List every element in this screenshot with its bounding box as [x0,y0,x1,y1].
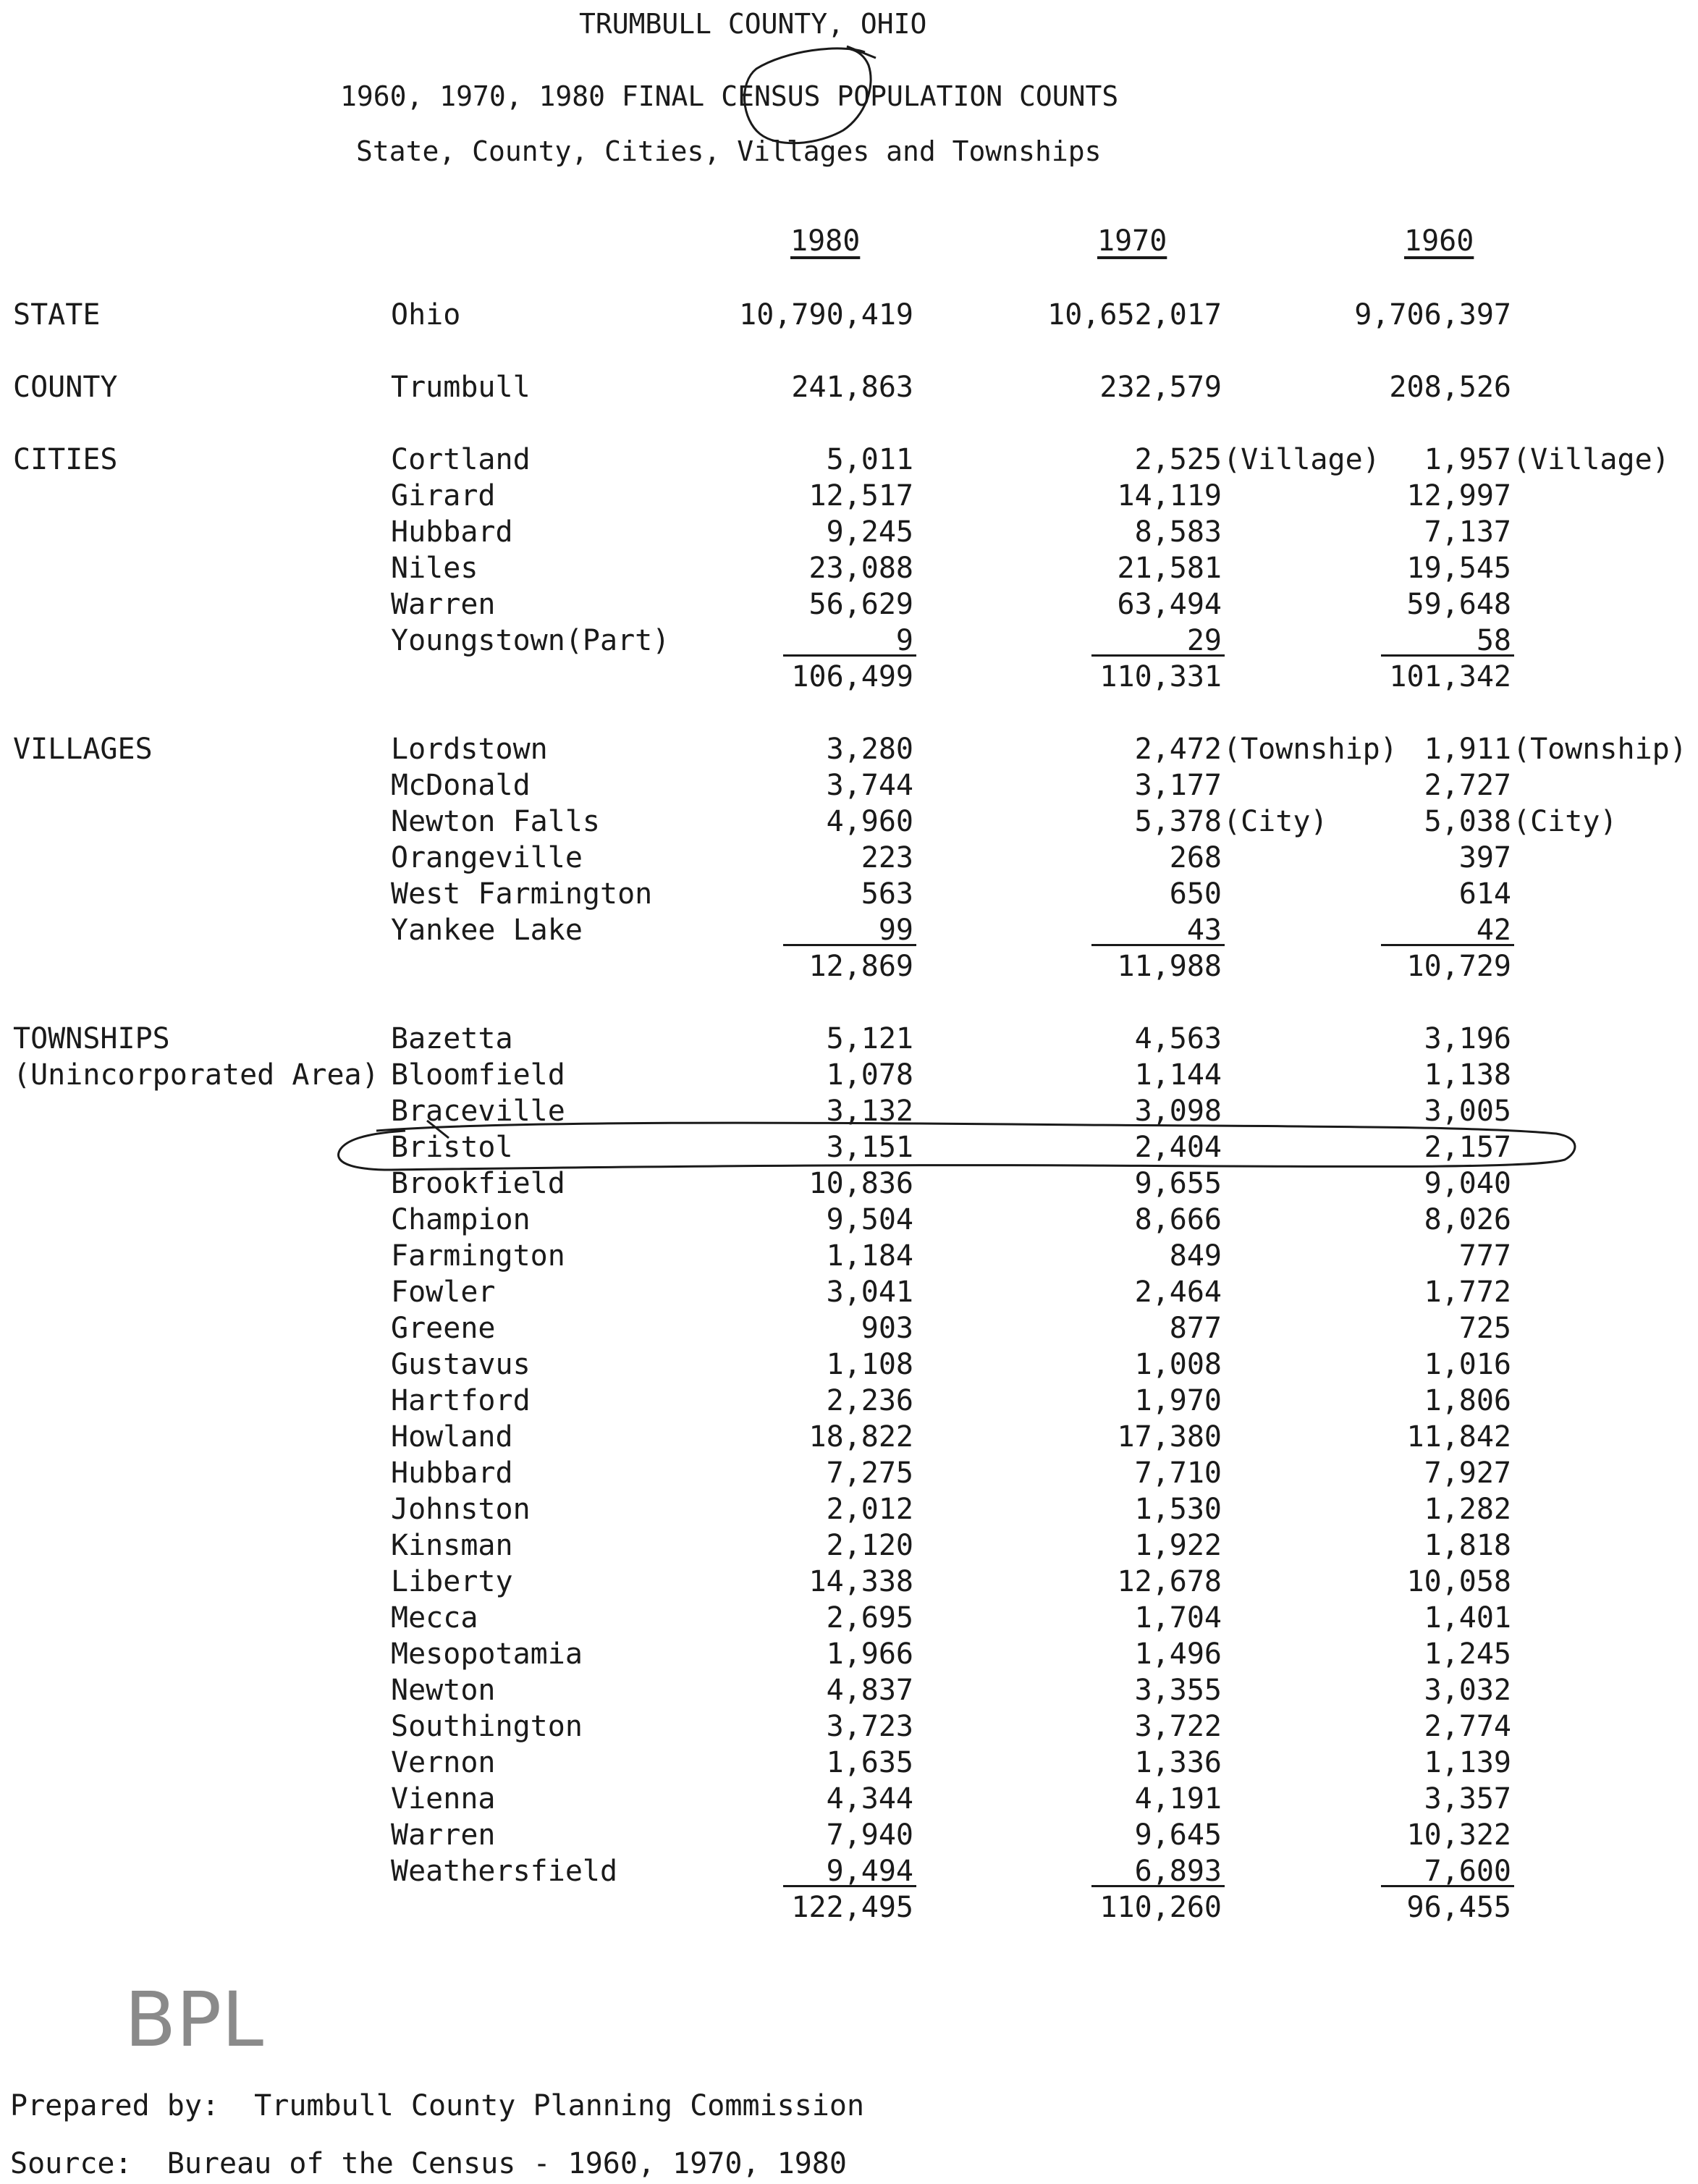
row-value-1970: 2,525 [1134,443,1222,476]
row-value-1970: 1,496 [1134,1637,1222,1671]
row-value-1970: 6,893 [1134,1855,1222,1888]
row-value-1970: 1,970 [1134,1384,1222,1417]
row-value-1970: 1,704 [1134,1601,1222,1635]
row-value-1960: 9,706,397 [1354,298,1511,332]
section-label-cities: CITIES [13,443,118,476]
row-value-1980: 3,041 [826,1276,913,1309]
row-value-1970: 43 [1186,914,1222,947]
prepared-by-line: Prepared by: Trumbull County Planning Commission [10,2089,865,2122]
row-value-1970: 9,655 [1134,1167,1222,1200]
row-value-1960: 5,038 [1424,805,1511,838]
row-note-1960: (City) [1513,805,1618,838]
row-value-1980: 1,966 [826,1637,913,1671]
row-value-1980: 4,344 [826,1782,913,1816]
row-value-1960: 58 [1476,624,1511,657]
row-name: Girard [391,479,496,513]
row-value-1970: 1,336 [1134,1746,1222,1779]
row-name: Southington [391,1710,583,1743]
column-header-1980: 1980 [790,224,861,258]
row-value-1970: 14,119 [1117,479,1222,513]
row-value-1960: 2,774 [1424,1710,1511,1743]
row-name: Fowler [391,1276,496,1309]
bpl-watermark: BPL [124,1976,264,2064]
source-line: Source: Bureau of the Census - 1960, 1970, 1980 [10,2147,847,2180]
subtotal-value-1980: 106,499 [791,660,913,693]
row-value-1960: 9,040 [1424,1167,1511,1200]
row-value-1960: 614 [1458,877,1511,911]
row-value-1980: 7,940 [826,1818,913,1852]
row-value-1960: 10,322 [1406,1818,1511,1852]
row-value-1980: 563 [861,877,913,911]
row-value-1980: 10,790,419 [739,298,913,332]
row-value-1980: 12,517 [808,479,913,513]
row-name: Gustavus [391,1348,531,1381]
row-name: Hubbard [391,515,513,549]
row-value-1960: 1,016 [1424,1348,1511,1381]
row-name: Warren [391,588,496,621]
row-name: Howland [391,1420,513,1454]
row-name: Johnston [391,1493,531,1526]
row-value-1980: 9 [895,624,913,657]
row-name: Bristol [391,1131,513,1164]
row-name: Champion [391,1203,531,1236]
row-name: Vienna [391,1782,496,1816]
row-value-1970: 877 [1169,1312,1222,1345]
row-value-1960: 2,157 [1424,1131,1511,1164]
row-value-1970: 29 [1186,624,1222,657]
row-value-1960: 1,957 [1424,443,1511,476]
row-value-1970: 268 [1169,841,1222,874]
row-value-1980: 56,629 [808,588,913,621]
row-name: Mecca [391,1601,478,1635]
row-name: Ohio [391,298,461,332]
subtotal-value-1960: 10,729 [1406,950,1511,983]
row-value-1970: 21,581 [1117,552,1222,585]
row-name: Liberty [391,1565,513,1598]
section-label-townships: TOWNSHIPS [13,1022,170,1055]
row-value-1960: 10,058 [1406,1565,1511,1598]
row-value-1980: 903 [861,1312,913,1345]
row-value-1960: 1,245 [1424,1637,1511,1671]
row-name: Hartford [391,1384,531,1417]
row-value-1970: 849 [1169,1239,1222,1273]
row-note-1970: (Village) [1223,443,1380,476]
document-subtitle-2: State, County, Cities, Villages and Townships [356,135,1102,167]
subtitle-post: POPULATION COUNTS [820,80,1119,112]
row-value-1980: 3,151 [826,1131,913,1164]
row-value-1970: 9,645 [1134,1818,1222,1852]
row-value-1970: 1,922 [1134,1529,1222,1562]
row-name: Niles [391,552,478,585]
row-name: West Farmington [391,877,653,911]
row-note-1970: (Township) [1223,733,1398,766]
row-value-1960: 11,842 [1406,1420,1511,1454]
row-value-1970: 2,472 [1134,733,1222,766]
row-value-1970: 1,008 [1134,1348,1222,1381]
row-value-1980: 1,078 [826,1058,913,1092]
row-value-1960: 3,032 [1424,1674,1511,1707]
row-value-1970: 4,563 [1134,1022,1222,1055]
row-name: Bazetta [391,1022,513,1055]
row-name: Lordstown [391,733,548,766]
row-value-1970: 2,464 [1134,1276,1222,1309]
row-value-1970: 232,579 [1099,371,1222,404]
row-value-1960: 1,911 [1424,733,1511,766]
row-value-1960: 7,600 [1424,1855,1511,1888]
row-value-1960: 12,997 [1406,479,1511,513]
row-name: Weathersfield [391,1855,618,1888]
row-name: Kinsman [391,1529,513,1562]
row-value-1980: 223 [861,841,913,874]
row-value-1980: 3,744 [826,769,913,802]
row-value-1970: 2,404 [1134,1131,1222,1164]
subtotal-value-1970: 110,260 [1099,1891,1222,1924]
row-value-1970: 4,191 [1134,1782,1222,1816]
row-value-1980: 7,275 [826,1456,913,1490]
row-name: Orangeville [391,841,583,874]
row-value-1970: 1,530 [1134,1493,1222,1526]
row-value-1960: 7,137 [1424,515,1511,549]
section-label-state: STATE [13,298,101,332]
row-value-1970: 3,722 [1134,1710,1222,1743]
row-value-1980: 3,723 [826,1710,913,1743]
subtotal-value-1970: 110,331 [1099,660,1222,693]
row-value-1960: 725 [1458,1312,1511,1345]
row-value-1980: 4,960 [826,805,913,838]
row-value-1960: 777 [1458,1239,1511,1273]
row-value-1960: 3,005 [1424,1095,1511,1128]
subtitle-census-word: CENSUS [721,80,821,112]
row-note-1960: (Village) [1513,443,1670,476]
row-value-1980: 3,132 [826,1095,913,1128]
section-sublabel-townships: (Unincorporated Area) [13,1058,379,1092]
row-name: Warren [391,1818,496,1852]
row-value-1980: 14,338 [808,1565,913,1598]
row-name: Cortland [391,443,531,476]
row-value-1980: 10,836 [808,1167,913,1200]
row-name: Mesopotamia [391,1637,583,1671]
row-value-1960: 1,282 [1424,1493,1511,1526]
row-value-1970: 63,494 [1117,588,1222,621]
row-value-1980: 99 [878,914,913,947]
row-value-1970: 8,583 [1134,515,1222,549]
row-value-1980: 5,121 [826,1022,913,1055]
row-value-1970: 8,666 [1134,1203,1222,1236]
row-name: Newton Falls [391,805,600,838]
subtotal-value-1960: 101,342 [1389,660,1511,693]
row-value-1960: 1,138 [1424,1058,1511,1092]
row-value-1980: 3,280 [826,733,913,766]
subtotal-value-1980: 122,495 [791,1891,913,1924]
row-value-1970: 10,652,017 [1047,298,1222,332]
row-name: Braceville [391,1095,565,1128]
row-value-1970: 650 [1169,877,1222,911]
row-value-1980: 2,695 [826,1601,913,1635]
subtitle-pre: 1960, 1970, 1980 FINAL [340,80,722,112]
row-value-1980: 9,494 [826,1855,913,1888]
row-name: Farmington [391,1239,565,1273]
row-value-1970: 3,177 [1134,769,1222,802]
row-value-1970: 12,678 [1117,1565,1222,1598]
subtotal-value-1980: 12,869 [808,950,913,983]
row-name: Bloomfield [391,1058,565,1092]
row-value-1960: 7,927 [1424,1456,1511,1490]
row-value-1960: 208,526 [1389,371,1511,404]
row-value-1980: 18,822 [808,1420,913,1454]
row-name: Hubbard [391,1456,513,1490]
row-name: Newton [391,1674,496,1707]
row-value-1980: 2,012 [826,1493,913,1526]
row-note-1960: (Township) [1513,733,1687,766]
row-value-1960: 397 [1458,841,1511,874]
row-name: Vernon [391,1746,496,1779]
row-value-1960: 59,648 [1406,588,1511,621]
bristol-oval-mark [339,1121,1575,1170]
row-value-1970: 5,378 [1134,805,1222,838]
row-value-1980: 5,011 [826,443,913,476]
row-value-1960: 3,196 [1424,1022,1511,1055]
row-name: Yankee Lake [391,914,583,947]
row-value-1960: 42 [1476,914,1511,947]
census-circle-mark [745,46,876,143]
row-value-1970: 7,710 [1134,1456,1222,1490]
row-name: Youngstown(Part) [391,624,670,657]
row-value-1970: 3,355 [1134,1674,1222,1707]
row-value-1970: 3,098 [1134,1095,1222,1128]
row-name: Trumbull [391,371,531,404]
row-value-1960: 1,806 [1424,1384,1511,1417]
row-value-1980: 4,837 [826,1674,913,1707]
row-value-1970: 1,144 [1134,1058,1222,1092]
row-value-1960: 1,401 [1424,1601,1511,1635]
row-value-1960: 8,026 [1424,1203,1511,1236]
row-value-1960: 1,772 [1424,1276,1511,1309]
row-value-1960: 2,727 [1424,769,1511,802]
row-value-1980: 2,236 [826,1384,913,1417]
row-value-1980: 1,184 [826,1239,913,1273]
row-note-1970: (City) [1223,805,1328,838]
row-value-1960: 3,357 [1424,1782,1511,1816]
column-header-1960: 1960 [1404,224,1474,258]
row-value-1980: 1,635 [826,1746,913,1779]
row-value-1960: 1,818 [1424,1529,1511,1562]
row-value-1980: 23,088 [808,552,913,585]
row-name: Brookfield [391,1167,565,1200]
row-value-1980: 9,504 [826,1203,913,1236]
row-name: Greene [391,1312,496,1345]
row-value-1980: 9,245 [826,515,913,549]
row-value-1980: 241,863 [791,371,913,404]
row-value-1980: 2,120 [826,1529,913,1562]
row-value-1960: 1,139 [1424,1746,1511,1779]
column-header-1970: 1970 [1097,224,1167,258]
subtotal-value-1970: 11,988 [1117,950,1222,983]
row-name: McDonald [391,769,531,802]
row-value-1960: 19,545 [1406,552,1511,585]
subtotal-value-1960: 96,455 [1406,1891,1511,1924]
document-title: TRUMBULL COUNTY, OHIO [579,8,927,40]
row-value-1980: 1,108 [826,1348,913,1381]
row-value-1970: 17,380 [1117,1420,1222,1454]
section-label-villages: VILLAGES [13,733,153,766]
section-label-county: COUNTY [13,371,118,404]
